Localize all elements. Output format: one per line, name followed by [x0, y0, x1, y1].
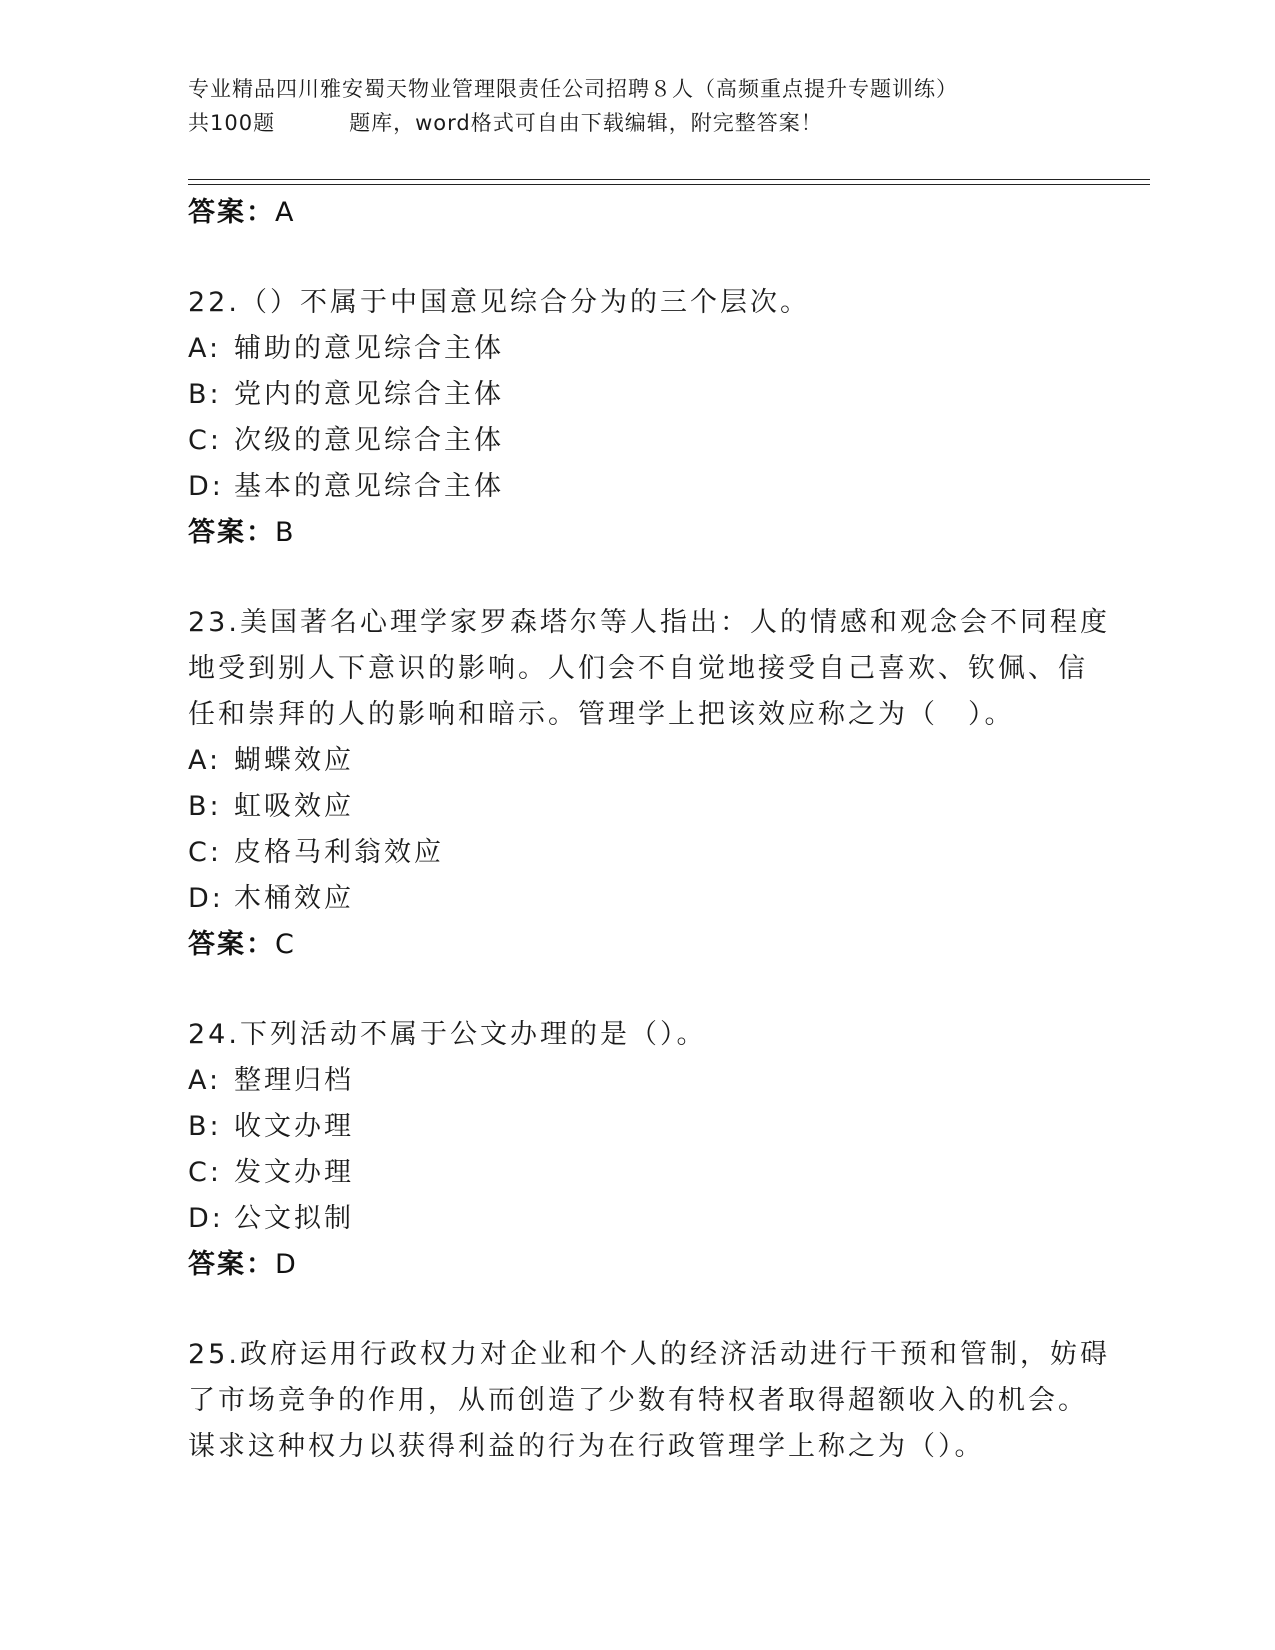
option-c: [188, 1150, 1088, 1196]
answer-line: [188, 1242, 1088, 1288]
option-b: [188, 372, 1088, 418]
option-b: [188, 784, 1088, 830]
answer-label: 答案：: [188, 517, 275, 548]
option-c: [188, 418, 1088, 464]
option-key: B:: [188, 379, 222, 410]
question-text-line-2: 地受到别人下意识的影响。人们会不自觉地接受自己喜欢、钦佩、信: [188, 653, 1088, 684]
answer-value: D: [275, 1249, 298, 1280]
answer-label: 答案：: [188, 1249, 275, 1280]
option-text: 虹吸效应: [234, 791, 354, 822]
option-key: C:: [188, 1157, 222, 1188]
option-key: B:: [188, 1111, 222, 1142]
option-key: D:: [188, 471, 224, 502]
answer-value: B: [275, 517, 296, 548]
answer-label: 答案：: [188, 929, 275, 960]
answer-line: [188, 510, 1088, 556]
question-text-line-1: 25.政府运用行政权力对企业和个人的经济活动进行干预和管制，妨碍: [188, 1339, 1110, 1370]
question-22: [188, 280, 1088, 326]
question-text-line-1: 23.美国著名心理学家罗森塔尔等人指出：人的情感和观念会不同程度: [188, 607, 1110, 638]
option-a: [188, 738, 1088, 784]
option-text: 次级的意见综合主体: [234, 425, 504, 456]
option-key: D:: [188, 1203, 224, 1234]
option-key: A:: [188, 333, 222, 364]
option-text: 蝴蝶效应: [234, 745, 354, 776]
question-list: [188, 190, 1110, 1470]
question-text-line-2: 了市场竞争的作用，从而创造了少数有特权者取得超额收入的机会。: [188, 1385, 1088, 1416]
option-key: B:: [188, 791, 222, 822]
option-d: [188, 876, 1088, 922]
question-text-line-3: 任和崇拜的人的影响和暗示。管理学上把该效应称之为（ ）。: [188, 699, 1015, 730]
option-text: 收文办理: [234, 1111, 354, 1142]
header-title: 专业精品四川雅安蜀天物业管理限责任公司招聘８人（高频重点提升专题训练）: [188, 77, 958, 101]
option-key: C:: [188, 425, 222, 456]
option-a: [188, 326, 1088, 372]
header-subtitle: [188, 106, 1088, 140]
option-c: [188, 830, 1088, 876]
question-text: 24.下列活动不属于公文办理的是（）。: [188, 1019, 707, 1050]
option-text: 整理归档: [234, 1065, 354, 1096]
option-text: 辅助的意见综合主体: [234, 333, 504, 364]
option-key: A:: [188, 745, 222, 776]
answer-label: 答案：: [188, 197, 275, 228]
page-header: [188, 72, 1088, 140]
option-text: 党内的意见综合主体: [234, 379, 504, 410]
option-key: A:: [188, 1065, 222, 1096]
option-text: 公文拟制: [234, 1203, 354, 1234]
question-23: [188, 600, 1110, 738]
answer-line: [188, 190, 1088, 236]
option-b: [188, 1104, 1088, 1150]
answer-value: C: [275, 929, 296, 960]
header-rule-bottom: [188, 184, 1150, 185]
option-d: [188, 1196, 1088, 1242]
header-note: 题库，word格式可自由下载编辑，附完整答案！: [349, 111, 823, 135]
question-25: [188, 1332, 1110, 1470]
option-key: C:: [188, 837, 222, 868]
option-d: [188, 464, 1088, 510]
option-text: 发文办理: [234, 1157, 354, 1188]
header-rule-top: [188, 179, 1150, 180]
answer-line: [188, 922, 1088, 968]
option-a: [188, 1058, 1088, 1104]
header-count: 共100题: [188, 111, 276, 135]
question-text-line-3: 谋求这种权力以获得利益的行为在行政管理学上称之为（）。: [188, 1431, 985, 1462]
option-text: 基本的意见综合主体: [234, 471, 504, 502]
question-24: [188, 1012, 1088, 1058]
option-text: 皮格马利翁效应: [234, 837, 444, 868]
question-text: 22.（）不属于中国意见综合分为的三个层次。: [188, 287, 810, 318]
option-text: 木桶效应: [234, 883, 354, 914]
answer-value: A: [275, 197, 296, 228]
option-key: D:: [188, 883, 224, 914]
